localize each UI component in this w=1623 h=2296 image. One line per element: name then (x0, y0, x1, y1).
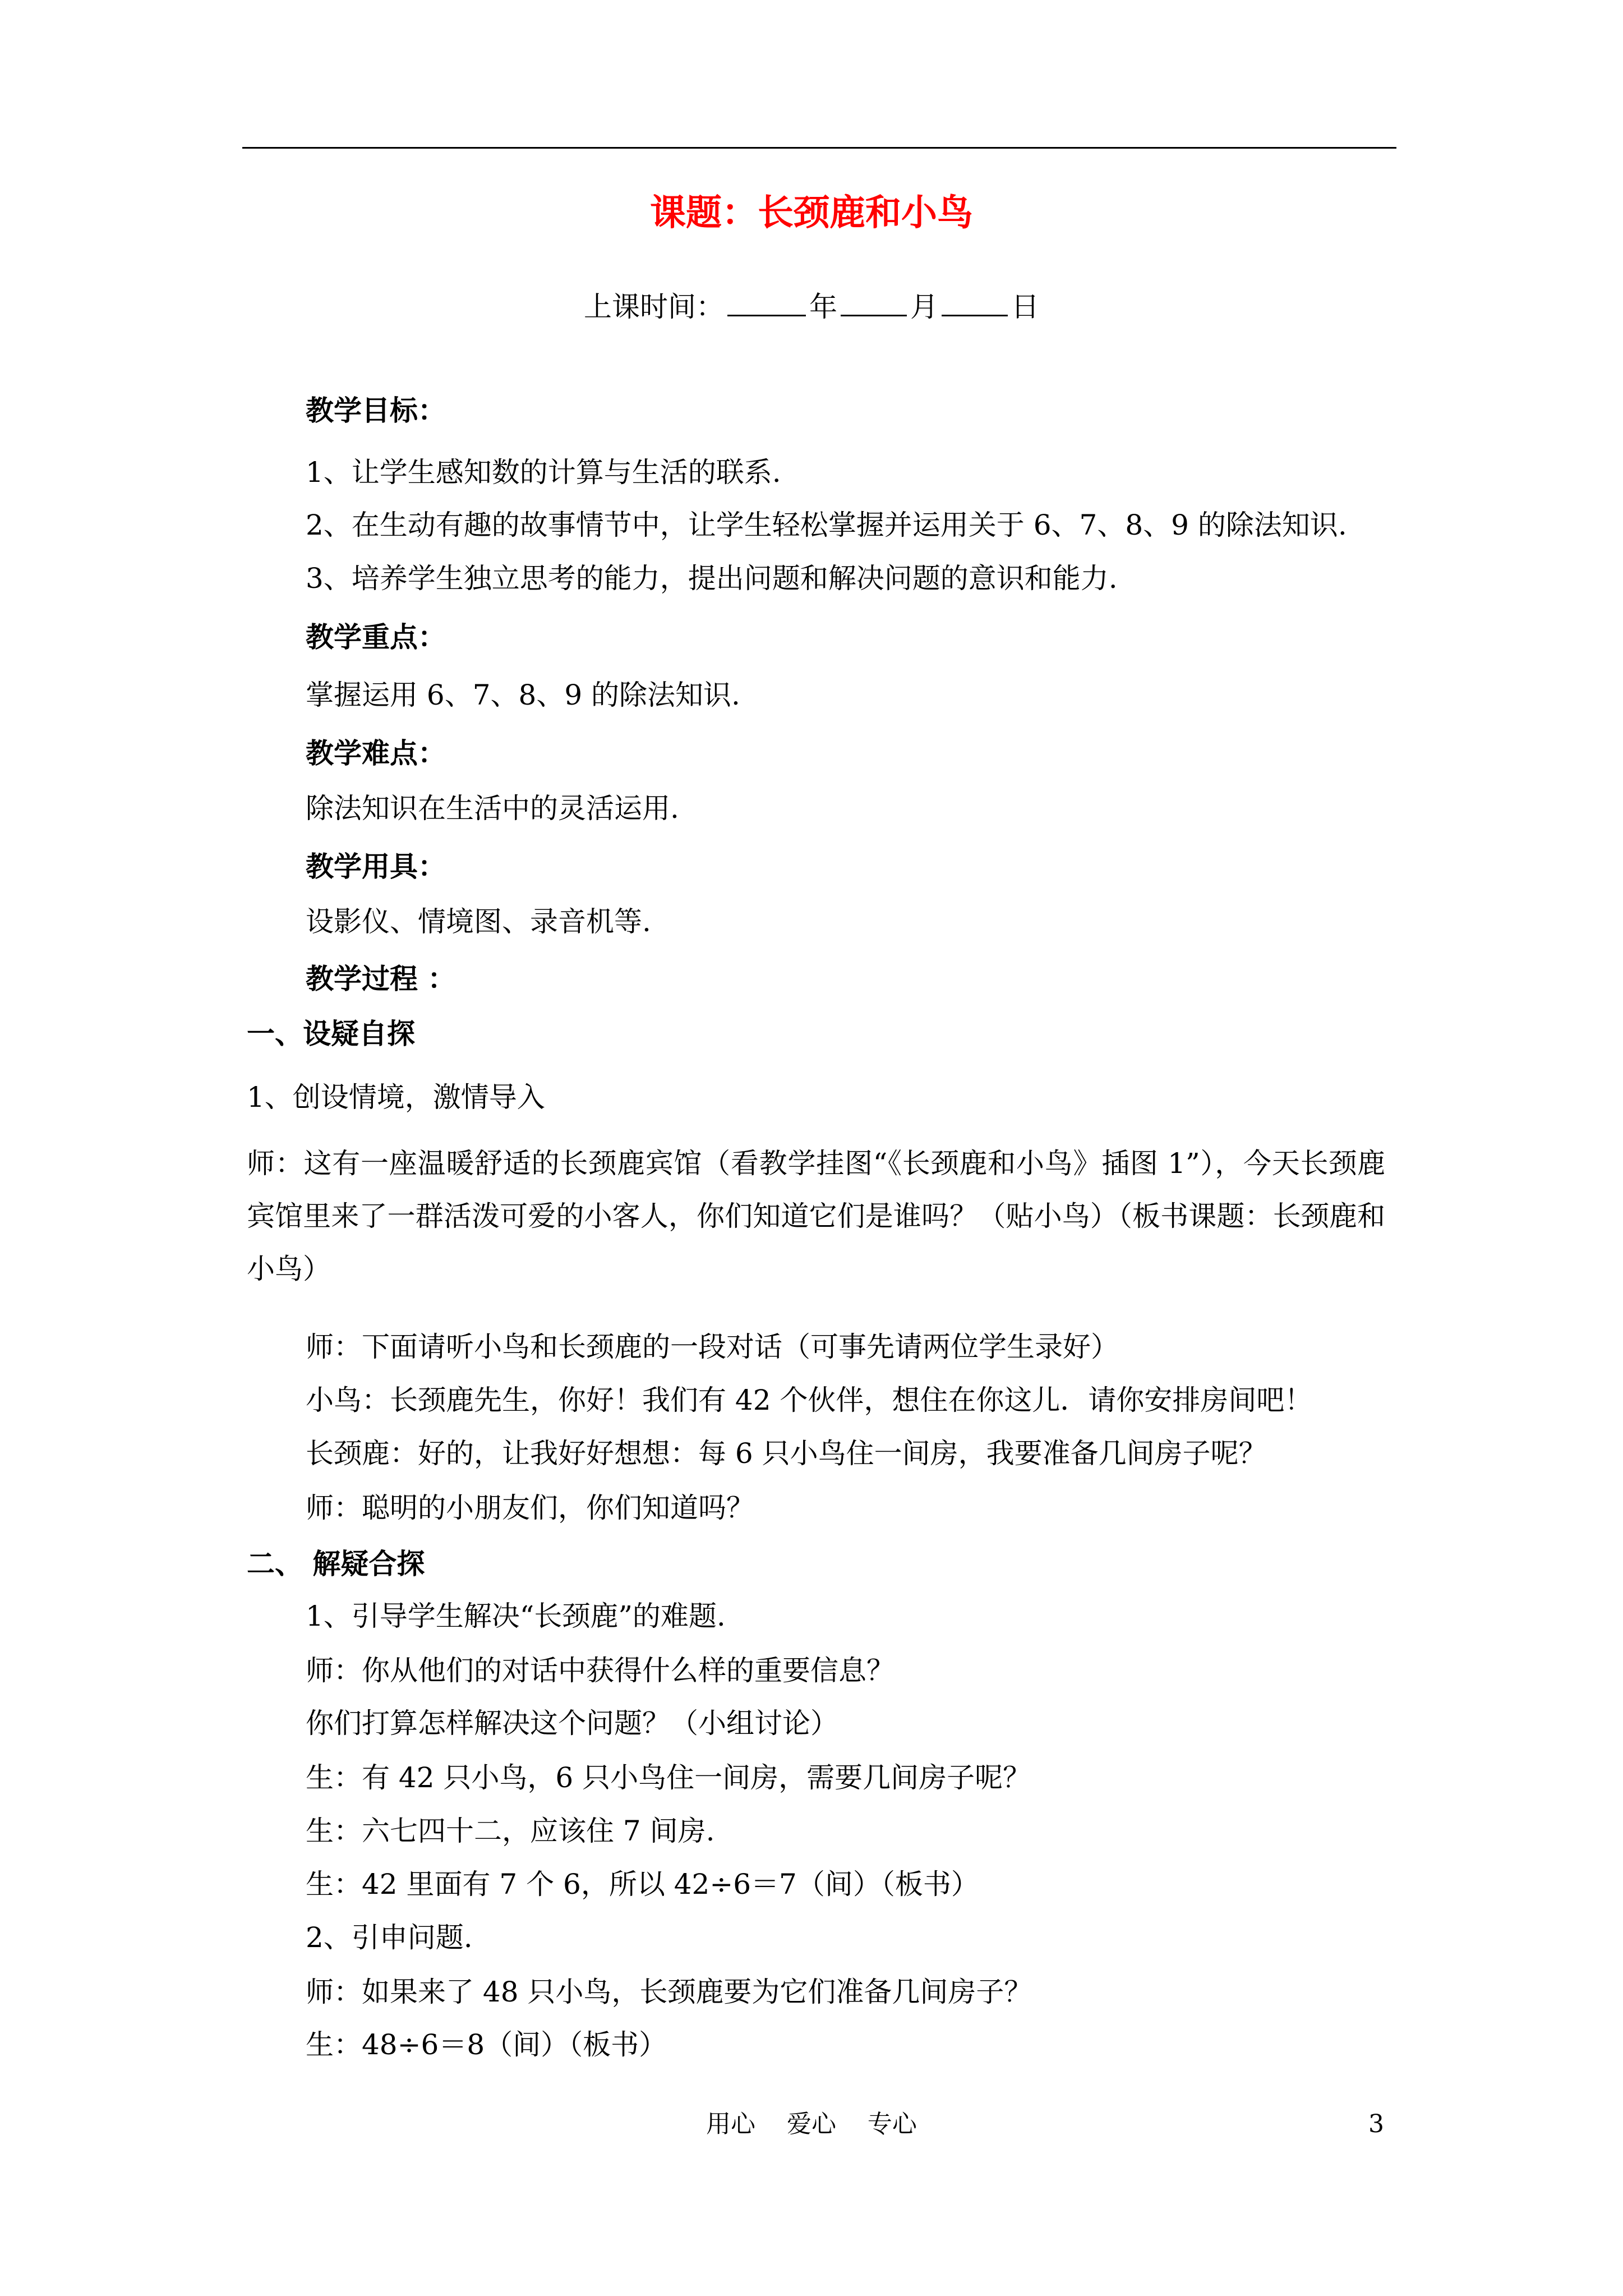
goal-1: 1、让学生感知数的计算与生活的联系. (306, 456, 781, 489)
section-2-line-6: 生：42 里面有 7 个 6，所以 42÷6＝7（间）（板书） (306, 1868, 979, 1901)
key-points-text: 掌握运用 6、7、8、9 的除法知识. (306, 679, 740, 711)
key-points-heading: 教学重点： (306, 620, 446, 654)
tools-heading: 教学用具： (306, 850, 446, 883)
year-blank (727, 289, 806, 316)
class-date-line (0, 289, 1623, 321)
difficulty-heading: 教学难点： (306, 737, 446, 770)
lesson-title: 课题：长颈鹿和小鸟 (650, 192, 973, 234)
year-label: 年 (809, 291, 837, 323)
dialogue-line-3: 长颈鹿：好的，让我好好想想：每 6 只小鸟住一间房，我要准备几间房子呢？ (306, 1437, 1267, 1470)
month-blank (841, 289, 907, 316)
section-2-line-4: 生：有 42 只小鸟，6 只小鸟住一间房，需要几间房子呢？ (306, 1761, 1031, 1794)
month-label: 月 (910, 291, 938, 323)
day-label: 日 (1011, 291, 1039, 323)
goals-heading: 教学目标： (306, 394, 446, 427)
day-blank (942, 289, 1008, 316)
section-1-paragraph: 师：这有一座温暖舒适的长颈鹿宾馆（看教学挂图“《长颈鹿和小鸟》插图 1”），今天长颈鹿宾馆里来了一群活泼可爱的小客人，你们知道它们是谁吗？（贴小鸟）（板书课题：长颈鹿和小鸟） (247, 1147, 1385, 1285)
footer-motto: 用心 爱心 专心 (706, 2110, 917, 2138)
page-number: 3 (1368, 2110, 1384, 2138)
date-label: 上课时间： (584, 291, 724, 323)
section-2-line-9: 生：48÷6＝8（间）（板书） (306, 2028, 667, 2061)
section-2-line-5: 生：六七四十二，应该住 7 间房. (306, 1815, 715, 1847)
section-2-line-3: 你们打算怎样解决这个问题？（小组讨论） (306, 1707, 838, 1740)
dialogue-line-4: 师：聪明的小朋友们，你们知道吗？ (306, 1492, 754, 1524)
header-rule (242, 147, 1396, 149)
difficulty-text: 除法知识在生活中的灵活运用. (306, 792, 679, 825)
section-2-heading: 二、 解疑合探 (247, 1547, 425, 1580)
section-2-line-2: 师：你从他们的对话中获得什么样的重要信息？ (306, 1654, 895, 1687)
goal-2: 2、在生动有趣的故事情节中，让学生轻松掌握并运用关于 6、7、8、9 的除法知识. (306, 509, 1347, 541)
dialogue-line-2: 小鸟：长颈鹿先生，你好！我们有 42 个伙伴，想住在你这儿．请你安排房间吧！ (306, 1384, 1313, 1416)
process-heading: 教学过程 ： (306, 962, 456, 995)
section-1-item-1: 1、创设情境，激情导入 (247, 1081, 545, 1114)
goal-3: 3、培养学生独立思考的能力，提出问题和解决问题的意识和能力. (306, 562, 1118, 595)
section-2-line-7: 2、引申问题. (306, 1921, 473, 1954)
section-2-line-8: 师：如果来了 48 只小鸟，长颈鹿要为它们准备几间房子？ (306, 1976, 1032, 2008)
tools-text: 设影仪、情境图、录音机等. (306, 905, 651, 938)
dialogue-line-1: 师：下面请听小鸟和长颈鹿的一段对话（可事先请两位学生录好） (306, 1331, 1119, 1363)
section-1-heading: 一、设疑自探 (247, 1017, 415, 1050)
section-2-line-1: 1、引导学生解决“长颈鹿”的难题. (306, 1600, 726, 1632)
